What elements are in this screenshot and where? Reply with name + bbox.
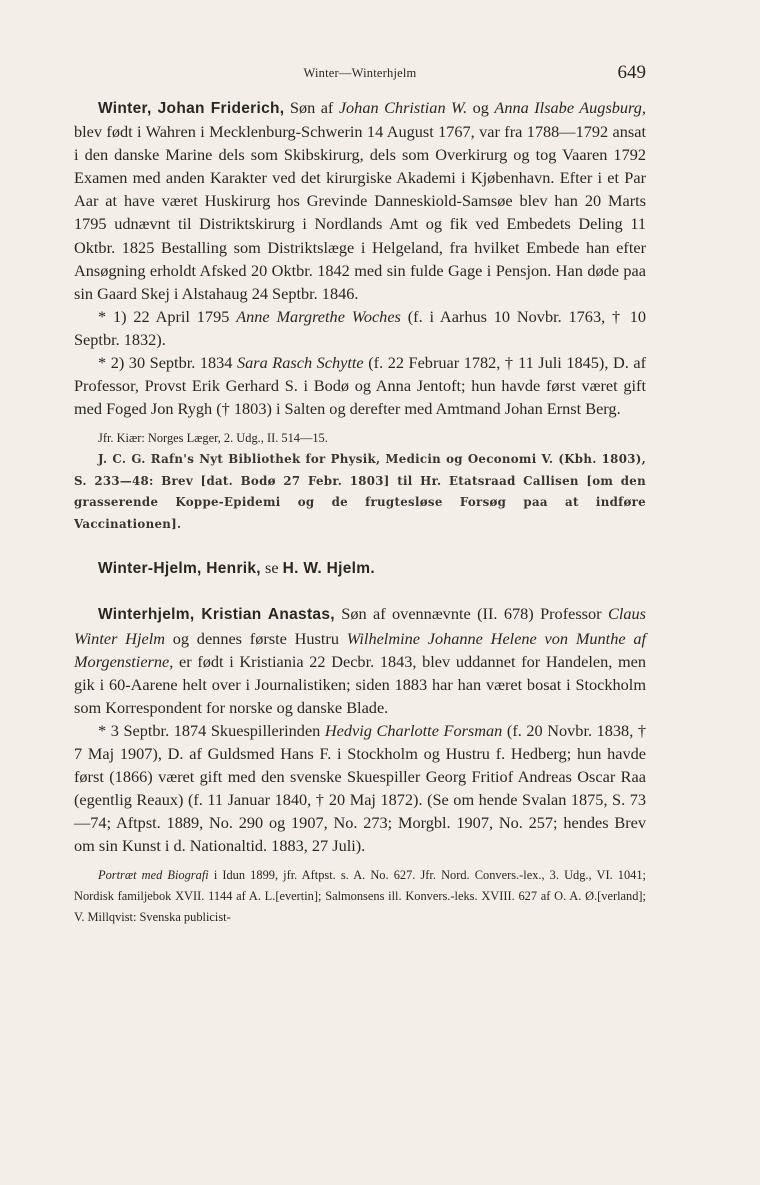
source-note: Jfr. Kiær: Norges Læger, 2. Udg., II. 514—15. <box>98 431 328 446</box>
source-italic: Portræt med Biografi <box>98 868 209 883</box>
page-number: 649 <box>617 62 646 83</box>
fraktur-reference: J. C. G. Rafn's Nyt Bibliothek for Physik, Medicin og Oeconomi V. (Kbh. 1803), S. 233—48: Brev [dat. Bodø 27 Febr. 1803] til Hr. Etatsraad Callisen [om den grasserende Koppe-Epidemi og de frugtesløse Forsøg paa at indføre Vaccinationen]. <box>74 452 646 531</box>
spouse-name: Sara Rasch Schytte <box>237 353 364 373</box>
entry-body <box>74 96 646 305</box>
marriage-text: (f. 20 Novbr. 1838, † 7 Maj 1907), D. af Guldsmed Hans F. i Stockholm og Hustru f. Hedberg; hun havde først (1866) været gift med den svenske Skuespiller Georg Fritiof Andreas Oscar Raa (egentlig Reaux) (f. 11 Januar 1840, † 20 Maj 1872). (Se om hende Svalan 1875, S. 73—74; Aftpst. 1889, No. 290 og 1907, No. 273; Morgbl. 1907, No. 257; hendes Brev om sin Kunst i d. Nationaltid. 1883, 27 Juli). <box>74 720 646 856</box>
spouse-name: Hedvig Charlotte Forsman <box>324 720 503 740</box>
entry-text: og dennes første Hustru <box>164 628 347 648</box>
entry-winter-johan-friderich <box>74 96 646 535</box>
father-name: Johan Christian W. <box>338 98 468 117</box>
father-name: Claus Winter Hjelm <box>74 604 646 648</box>
source-note <box>74 865 646 928</box>
mother-name: Wilhelmine Johanne Helene von Munthe af Morgenstierne, <box>74 628 647 671</box>
marriage-text: (f. 22 Februar 1782, † 11 Juli 1845), D. af Professor, Provst Erik Gerhard S. i Bodø og Anna Jentoft; hun havde først været gift med Foged Jon Rygh († 1803) i Salten og derefter med Amtmand Johan Ernst Berg. <box>74 353 647 419</box>
entry-text: blev født i Wahren i Mecklenburg-Schwerin 14 August 1767, var fra 1788—1792 ansat i den danske Marine dels som Skibskirurg, dels som Overkirurg og tog Vaaren 1792 Examen med anden Karakter ved det kirurgiske Akademi i Kjøbenhavn. Efter i et Par Aar at have været Huskirurg hos Grevinde Danneskiold-Samsøe blev han 20 Marts 1795 udnævnt til Distriktskirurg i Nordlands Amt og fik ved Embedets Deling 11 Oktbr. 1825 Bestalling som Distriktslæge i Helgeland, fra hvilket Embede han efter Ansøgning erholdt Afsked 20 Oktbr. 1842 med sin fulde Gage i Pensjon. Han døde paa sin Gaard Skej i Alstahaug 24 Septbr. 1846. <box>74 122 646 303</box>
marriage-1 <box>74 719 646 858</box>
marriage-2 <box>74 351 646 420</box>
running-head <box>74 64 646 84</box>
source-text: i Idun 1899, jfr. Aftpst. s. A. No. 627. Jfr. Nord. Convers.-lex., 3. Udg., VI. 1041; Nordisk familjebok XVII. 1144 af A. L.[evertin]; Salmonsens ill. Konvers.-leks. XVIII. 627 af O. A. Ø.[verland]; V. Millqvist: Svenska publicist- <box>74 868 646 925</box>
marriage-text: * 2) 30 Septbr. 1834 <box>98 353 237 373</box>
marriage-text: * 1) 22 April 1795 <box>98 306 237 326</box>
entry-text: er født i Kristiania 22 Decbr. 1843, blev uddannet for Handelen, men gik i 60-Aarene helt over i Journalistiken; siden 1883 har han været bosat i Stockholm som Korrespondent for norske og danske Blade. <box>74 651 646 717</box>
running-head-title: Winter—Winterhjelm <box>303 66 417 80</box>
cross-reference: H. W. Hjelm. <box>282 560 375 578</box>
spouse-name: Anne Margrethe Woches <box>236 306 401 326</box>
entry-body <box>74 556 646 580</box>
mother-name: Anna Ilsabe Augsburg, <box>494 98 647 117</box>
entry-text: og <box>467 98 495 117</box>
entry-text: Søn af ovennævnte (II. 678) Professor <box>334 604 608 624</box>
marriage-1 <box>74 305 646 351</box>
entry-winterhjelm-kristian-anastas <box>74 602 646 928</box>
marriage-text: (f. i Aarhus 10 Novbr. 1763, † 10 Septbr. 1832). <box>74 306 647 349</box>
entry-heading: Winterhjelm, Kristian Anastas, <box>98 606 335 624</box>
entry-winter-hjelm-henrik <box>74 556 646 580</box>
entry-heading: Winter, Johan Friderich, <box>98 100 285 117</box>
entry-body <box>74 602 646 718</box>
page-content <box>74 96 646 928</box>
marriage-text: * 3 Septbr. 1874 Skuespillerinden <box>98 720 325 740</box>
entry-text: Søn af <box>284 98 339 117</box>
entry-text: se <box>260 558 283 578</box>
entry-heading: Winter-Hjelm, Henrik, <box>98 560 261 578</box>
